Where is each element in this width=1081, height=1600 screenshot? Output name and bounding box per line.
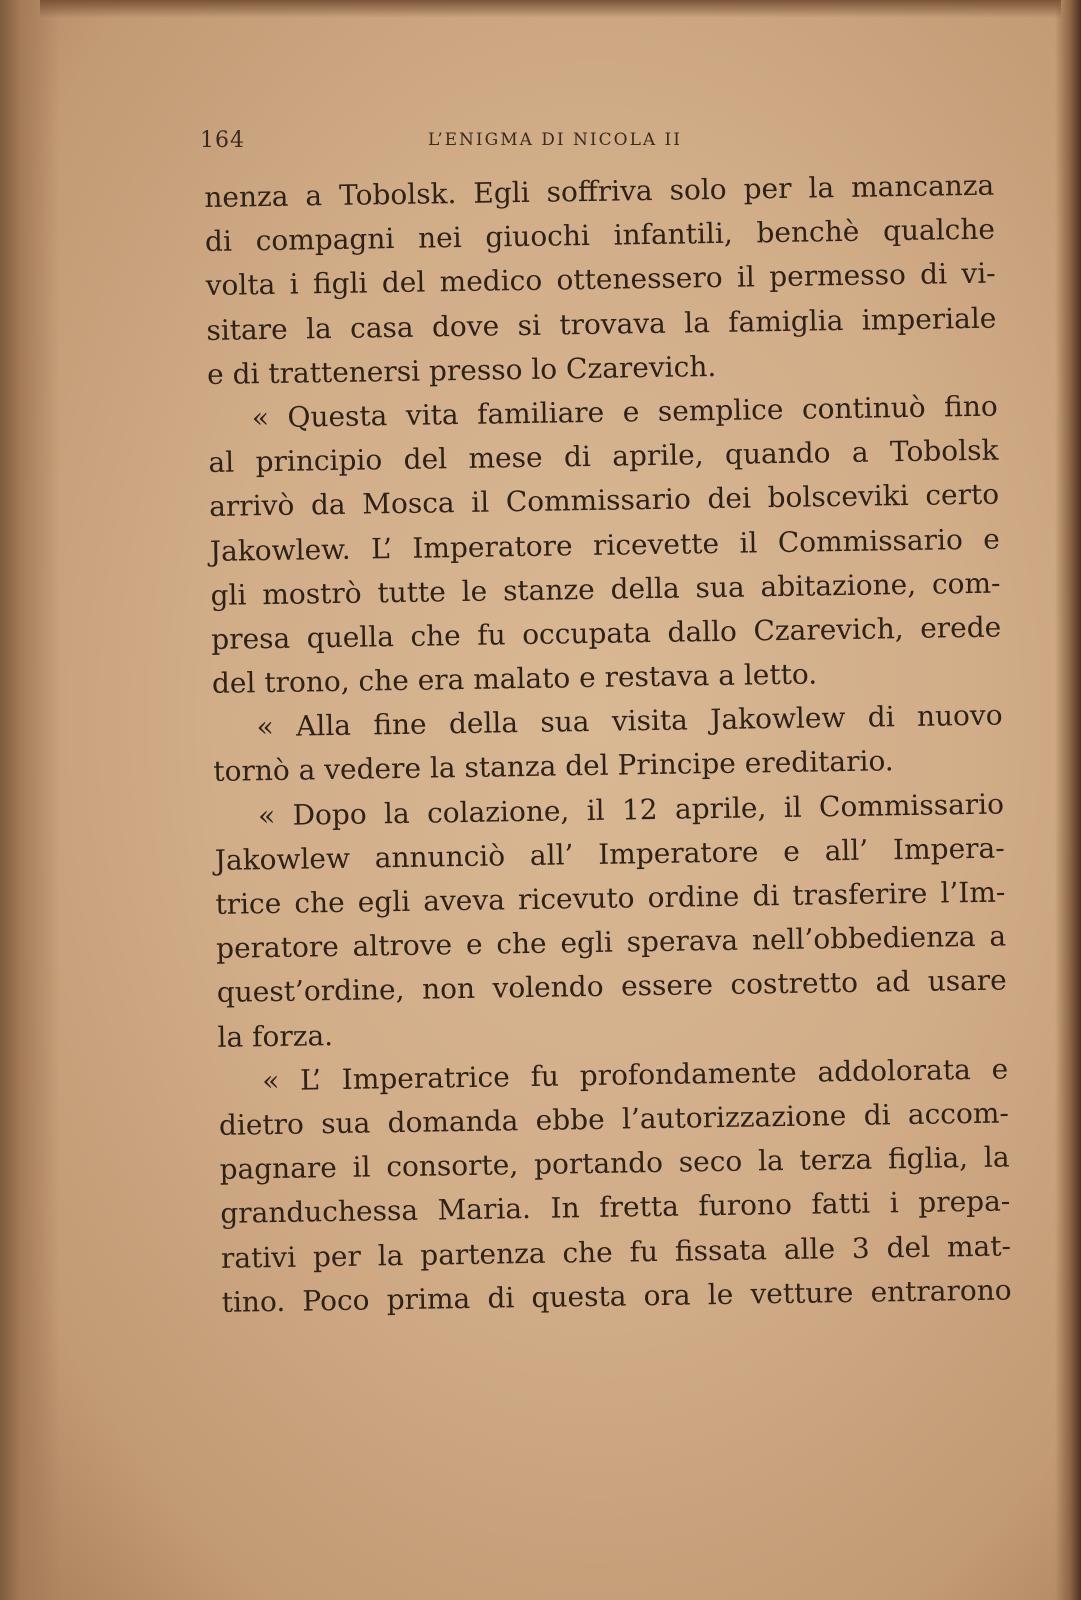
text-line: trice che egli aveva ricevuto ordine di trasferire l’Im- <box>215 875 1006 921</box>
text-line: « Alla fine della sua visita Jakowlew di nuovo <box>256 698 1003 744</box>
text-line: sitare la casa dove si trovava la famiglia imperiale <box>206 301 997 347</box>
text-line: pagnare il consorte, portando seco la terza figlia, la <box>219 1140 1010 1187</box>
text-line: nenza a Tobolsk. Egli soffriva solo per la mancanza <box>204 168 995 214</box>
text-line: volta i figli del medico ottenessero il permesso di vi- <box>205 256 996 303</box>
running-title: L’ENIGMA DI NICOLA II <box>428 130 682 150</box>
text-line: tino. Poco prima di questa ora le vetture entrarono <box>221 1273 1012 1319</box>
text-line: al principio del mese di aprile, quando a Tobolsk <box>208 433 999 480</box>
page-number: 164 <box>200 128 245 153</box>
text-line: « L’ Imperatrice fu profondamente addolorata e <box>261 1052 1009 1097</box>
text-line: presa quella che fu occupata dallo Czarevich, erede <box>211 610 1002 656</box>
text-line: la forza. <box>217 1018 334 1054</box>
text-line: dietro sua domanda ebbe l’autorizzazione di accom- <box>218 1096 1010 1142</box>
body-text <box>204 164 1012 1325</box>
text-line: quest’ordine, non volendo essere costretto ad usare <box>216 963 1007 1010</box>
text-line: peratore altrove e che egli sperava nell’obbedienza a <box>215 919 1007 966</box>
page-top-edge <box>40 0 1061 18</box>
text-line: granduchessa Maria. In fretta furono fatti i prepa- <box>220 1184 1011 1231</box>
text-line: Jakowlew. L’ Imperatore ricevette il Commissario e <box>209 522 1001 568</box>
running-head <box>200 128 730 162</box>
text-line: rativi per la partenza che fu fissata alle 3 del mat- <box>220 1228 1012 1275</box>
text-line: di compagni nei giuochi infantili, benchè qualche <box>204 212 996 259</box>
text-line: arrivò da Mosca il Commissario dei bolsceviki certo <box>208 477 1000 524</box>
text-line: Jakowlew annunciò all’ Imperatore e all’ Impera- <box>214 831 1005 877</box>
text-line: tornò a vedere la stanza del Principe ereditario. <box>213 744 894 789</box>
text-line: gli mostrò tutte le stanze della sua abitazione, com- <box>210 566 1001 612</box>
text-line: del trono, che era malato e restava a letto. <box>211 657 818 700</box>
text-line: « Questa vita familiare e semplice continuò fino <box>251 389 998 435</box>
text-line: « Dopo la colazione, il 12 aprile, il Commissario <box>257 787 1005 832</box>
text-line: e di trattenersi presso lo Czarevich. <box>206 349 717 391</box>
